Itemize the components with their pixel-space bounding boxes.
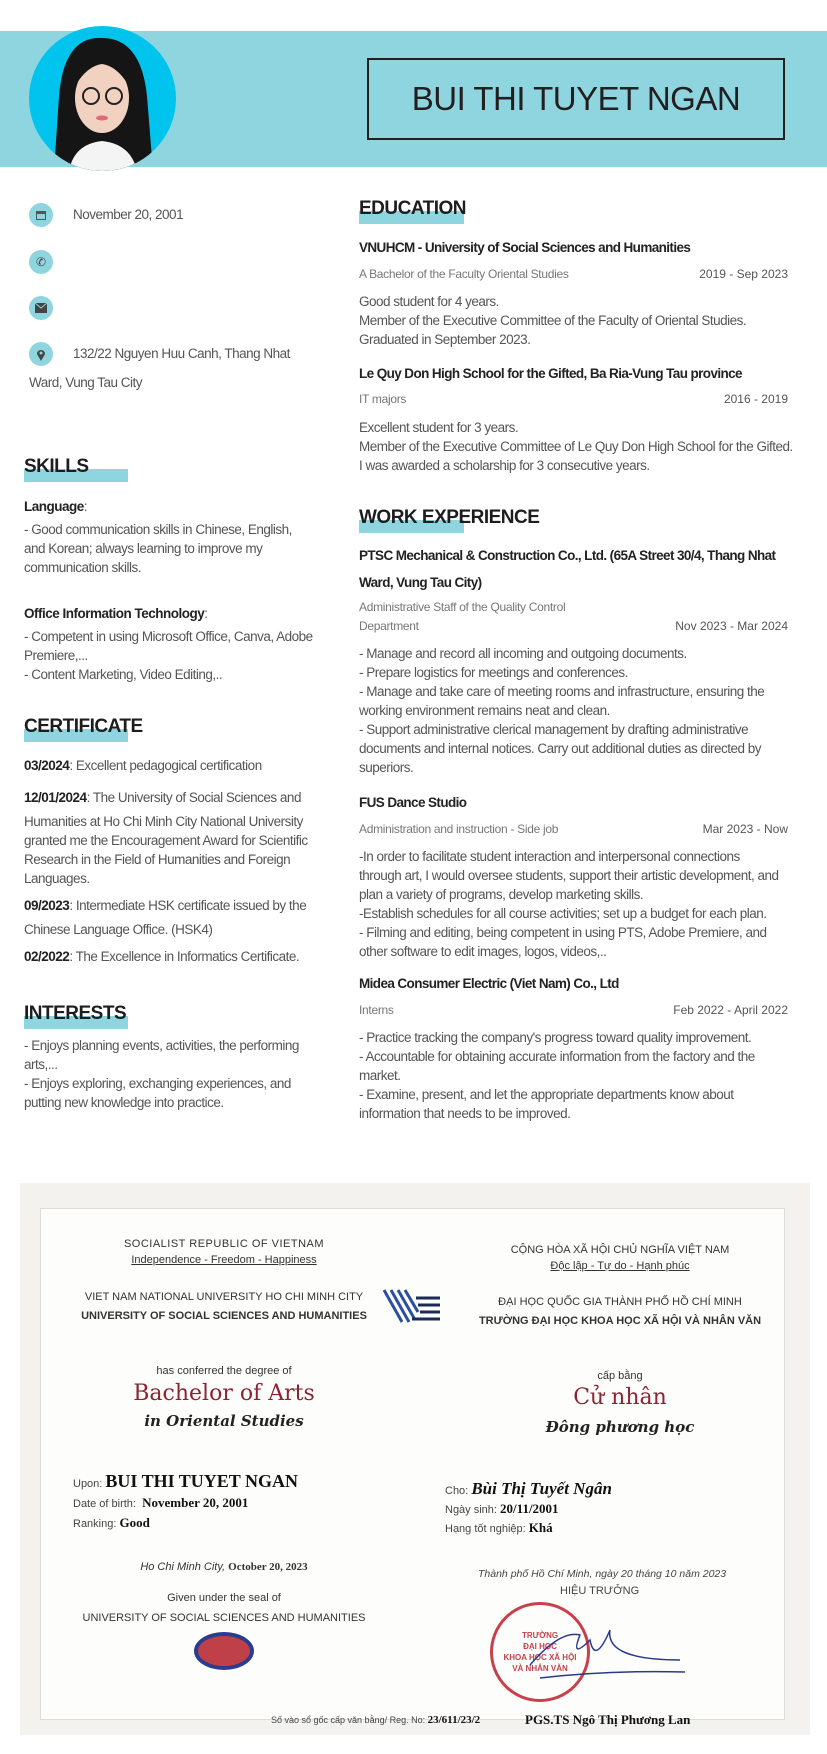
certificate-item: 03/2024: Excellent pedagogical certification: [24, 758, 262, 773]
diploma-conferred-vi: cấp bằng: [597, 1370, 643, 1382]
university-seal-icon: [194, 1632, 254, 1670]
diploma-uni1-vi: ĐẠI HỌC QUỐC GIA THÀNH PHỐ HỒ CHÍ MINH: [498, 1296, 742, 1308]
skills-heading: SKILLS: [24, 456, 89, 478]
diploma-major: in Oriental Studies: [144, 1412, 304, 1430]
skills-office: Office Information Technology: - Competent in using Microsoft Office, Canva, Adobe Premiere,... - Content Marketing, Video Editing,..: [24, 606, 313, 682]
diploma-major-vi: Đông phương học: [545, 1418, 695, 1436]
diploma-degree-vi: Cử nhân: [573, 1385, 667, 1410]
education-item: Le Quy Don High School for the Gifted, Ba Ria-Vung Tau province IT majors 2016 - 2019 Excellent student for 3 years. Member of the Executive Committee of Le Quy Don High School for the Gifted. I was awarded a scholarship for 3 consecutive years.: [359, 366, 793, 473]
location-pin-icon: [29, 342, 53, 366]
certificate-heading: CERTIFICATE: [24, 716, 143, 738]
diploma-uni2: UNIVERSITY OF SOCIAL SCIENCES AND HUMANITIES: [81, 1310, 367, 1322]
certificate-item: 02/2022: The Excellence in Informatics Certificate.: [24, 949, 300, 964]
diploma-degree: Bachelor of Arts: [133, 1381, 315, 1406]
signature: [520, 1620, 690, 1680]
diploma-reg-no: 23/611/23/2: [427, 1714, 481, 1726]
diploma-conferred: has conferred the degree of: [156, 1365, 292, 1377]
education-item: VNUHCM - University of Social Sciences and Humanities A Bachelor of the Faculty Oriental Studies 2019 - Sep 2023 Good student for 4 years. Member of the Executive Committee of the Faculty of Oriental Studies. Graduated in September 2023.: [359, 240, 788, 347]
diploma-date-vi: Thành phố Hồ Chí Minh, ngày 20 tháng 10 năm 2023: [478, 1568, 727, 1580]
diploma-uni2-vi: TRƯỜNG ĐẠI HỌC KHOA HỌC XÃ HỘI VÀ NHÂN VĂN: [478, 1315, 762, 1327]
skill-label: Language: [24, 499, 84, 514]
diploma-rank: Good: [119, 1515, 150, 1530]
diploma-dob-vi: 20/11/2001: [500, 1501, 559, 1516]
birthday-text: November 20, 2001: [73, 207, 184, 222]
diploma-motto-vi: Độc lập - Tự do - Hạnh phúc: [550, 1260, 690, 1272]
certificate-item: 12/01/2024: The University of Social Sciences and Humanities at Ho Chi Minh City National University granted me the Encouragement Award for Scientific Research in the Field of Humanities and Foreign Languages.: [24, 790, 308, 886]
interests-heading: INTERESTS: [24, 1003, 126, 1025]
diploma-rector: HIỆU TRƯỞNG: [560, 1585, 640, 1597]
address-line1: 132/22 Nguyen Huu Canh, Thang Nhat: [73, 346, 290, 361]
interests-list: - Enjoys planning events, activities, the performing arts,... - Enjoys exploring, exchanging experiences, and putting new knowledge into practice.: [24, 1038, 299, 1110]
red-stamp: TRƯỜNG ĐẠI HỌC KHOA HỌC XÃ HỘI VÀ NHÂN VĂN: [490, 1602, 590, 1702]
skills-language: Language: - Good communication skills in Chinese, English, and Korean; always learning to improve my communication skills.: [24, 499, 292, 575]
diploma-recipient-vi: Bùi Thị Tuyết Ngân: [471, 1479, 612, 1498]
profile-photo: [29, 26, 176, 171]
education-heading: EDUCATION: [359, 198, 466, 220]
address-line2: Ward, Vung Tau City: [29, 375, 143, 390]
diploma-signer: PGS.TS Ngô Thị Phương Lan: [525, 1712, 691, 1727]
calendar-icon: [29, 203, 53, 227]
work-item: PTSC Mechanical & Construction Co., Ltd. (65A Street 30/4, Thang Nhat Ward, Vung Tau City) Administrative Staff of the Quality Control Department Nov 2023 - Mar 2024 - Manage and record all incoming and outgoing documents. - Prepare logistics for meetings and conferences. - Manage and take care of meeting rooms and infrastructure, ensuring the working environment remains neat and clean. - Support administrative clerical management by drafting administrative documents and internal notices. Carry out additional duties as directed by superiors.: [359, 548, 788, 775]
diploma-given: Given under the seal of: [167, 1592, 281, 1604]
skill-label: Office Information Technology: [24, 606, 205, 621]
diploma-uni1: VIET NAM NATIONAL UNIVERSITY HO CHI MINH CITY: [84, 1291, 364, 1303]
name-title: BUI THI TUYET NGAN: [367, 58, 785, 140]
diploma-country: SOCIALIST REPUBLIC OF VIETNAM: [123, 1238, 325, 1250]
diploma-motto: Independence - Freedom - Happiness: [131, 1254, 317, 1266]
diploma-date: October 20, 2023: [228, 1561, 308, 1573]
diploma-recipient: BUI THI TUYET NGAN: [105, 1471, 298, 1491]
diploma-dob: November 20, 2001: [142, 1495, 249, 1510]
certificate-item: 09/2023: Intermediate HSK certificate issued by the Chinese Language Office. (HSK4): [24, 898, 307, 937]
certificate-list: [24, 756, 344, 966]
work-item: Midea Consumer Electric (Viet Nam) Co., Ltd Interns Feb 2022 - April 2022 - Practice tracking the company's progress toward quality improvement. - Accountable for obtaining accurate information from the factory and the market. - Examine, present, and let the appropriate departments know about information that needs to be improved.: [359, 976, 788, 1121]
diploma-rank-vi: Khá: [528, 1520, 553, 1535]
work-heading: WORK EXPERIENCE: [359, 507, 539, 529]
diploma-seal-uni: UNIVERSITY OF SOCIAL SCIENCES AND HUMANITIES: [82, 1612, 366, 1624]
email-icon: [29, 296, 53, 320]
work-item: FUS Dance Studio Administration and instruction - Side job Mar 2023 - Now -In order to facilitate student interaction and interpersonal connections through art, I would oversee students, support their artistic development, and plan a variety of programs, develop marketing skills. -Establish schedules for all course activities; set up a budget for each plan. - Filming and editing, being competent in using PTS, Adobe Premiere, and other software to edit images, logos, videos,..: [359, 795, 788, 959]
diploma-country-vi: CỘNG HÒA XÃ HỘI CHỦ NGHĨA VIỆT NAM: [510, 1244, 730, 1256]
phone-icon: ✆: [29, 250, 53, 274]
university-logo: [382, 1288, 440, 1331]
